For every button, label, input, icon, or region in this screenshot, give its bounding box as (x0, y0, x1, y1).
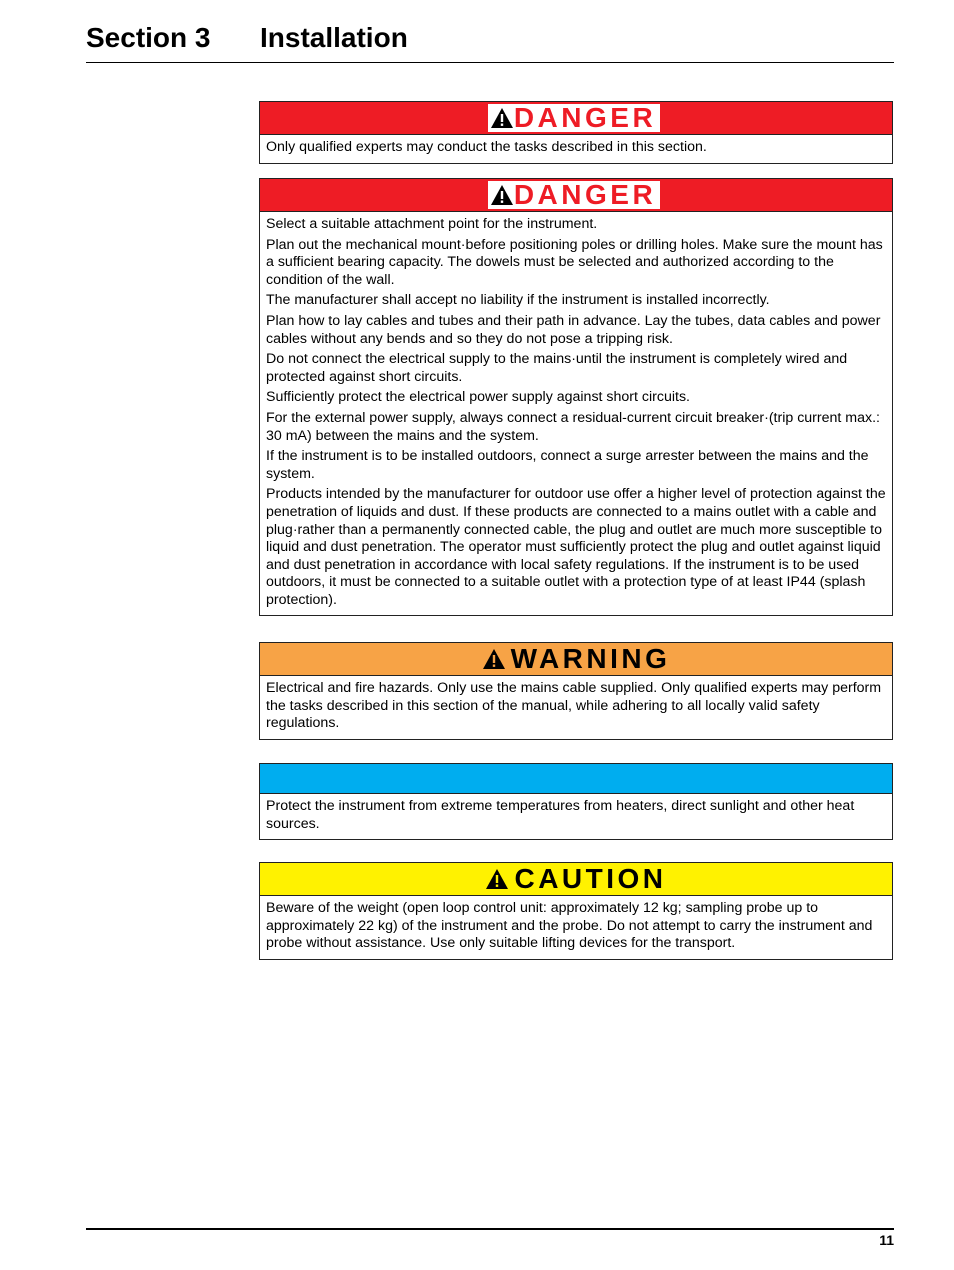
danger-header (260, 179, 892, 212)
footer-divider (86, 1228, 894, 1230)
danger-text: Only qualified experts may conduct the tasks described in this section. (266, 139, 707, 155)
danger-sign (488, 181, 660, 209)
section-title: Installation (260, 22, 408, 53)
warning-label: WARNING (510, 643, 671, 674)
danger-text: Products intended by the manufacturer for outdoor use offer a higher level of protection against the penetration of liquids and dust. If these products are connected to a mains outlet with a cable and plug·rather than a permanently connected cable, the plug and outlet are much more susceptible to liquid and dust penetration. The operator must sufficiently protect the plug and outlet against liquid and dust penetration in accordance with local safety regulations. If the instrument is to be used outdoors, it must be connected to a suitable outlet with a protection type of at least IP44 (splash protection). (266, 486, 886, 608)
danger-text: Do not connect the electrical supply to the mains·until the instrument is completely wired and protected against short circuits. (266, 351, 848, 385)
danger-sign (488, 104, 660, 132)
caution-body (260, 896, 892, 959)
caution-label: CAUTION (514, 863, 667, 894)
danger-text: Select a suitable attachment point for the instrument. (266, 216, 598, 232)
danger-box (259, 178, 893, 616)
danger-label: DANGER (513, 102, 657, 133)
danger-body (260, 212, 892, 615)
warning-triangle-icon (485, 868, 509, 890)
danger-body (260, 135, 892, 163)
warning-header (260, 643, 892, 676)
warning-body (260, 676, 892, 739)
caution-box (259, 862, 893, 960)
warning-text: Electrical and fire hazards. Only use the mains cable supplied. Only qualified experts may perform the tasks described in this section of the manual, while adhering to all locally valid safety regulations. (266, 680, 882, 732)
danger-label: DANGER (513, 179, 657, 210)
caution-header (260, 863, 892, 896)
danger-text: Plan out the mechanical mount·before positioning poles or drilling holes. Make sure the mount has a sufficient bearing capacity. The dowels must be selected and authorized according to the condition of the wall. (266, 236, 883, 288)
danger-text: For the external power supply, always connect a residual-current circuit breaker·(trip current max.: 30 mA) between the mains and the system. (266, 409, 880, 444)
danger-box (259, 101, 893, 164)
danger-text: The manufacturer shall accept no liability if the instrument is installed incorrectly. (266, 292, 770, 309)
section-header (86, 18, 894, 63)
warning-box (259, 642, 893, 740)
notice-body (260, 794, 892, 839)
notice-text: Protect the instrument from extreme temperatures from heaters, direct sunlight and other heat sources. (266, 798, 855, 832)
warning-triangle-icon (490, 184, 514, 206)
page-number: 11 (879, 1232, 894, 1248)
caution-text: Beware of the weight (open loop control unit: approximately 12 kg; sampling probe up to approximately 22 kg) of the instrument and the probe. Do not attempt to carry the instrument and probe without assistance. Use only suitable lifting devices for the transport. (266, 900, 873, 952)
notice-box (259, 763, 893, 840)
warning-triangle-icon (482, 648, 506, 670)
warning-triangle-icon (490, 107, 514, 129)
section-number: Section 3 (86, 22, 211, 53)
notice-header (260, 764, 892, 794)
danger-text: If the instrument is to be installed outdoors, connect a surge arrester between the mains and the system. (266, 448, 869, 482)
danger-text: Sufficiently protect the electrical power supply against short circuits. (266, 389, 690, 406)
danger-header (260, 102, 892, 135)
danger-text: Plan how to lay cables and tubes and their path in advance. Lay the tubes, data cables and power cables without any bends and so they do not pose a tripping risk. (266, 312, 881, 347)
